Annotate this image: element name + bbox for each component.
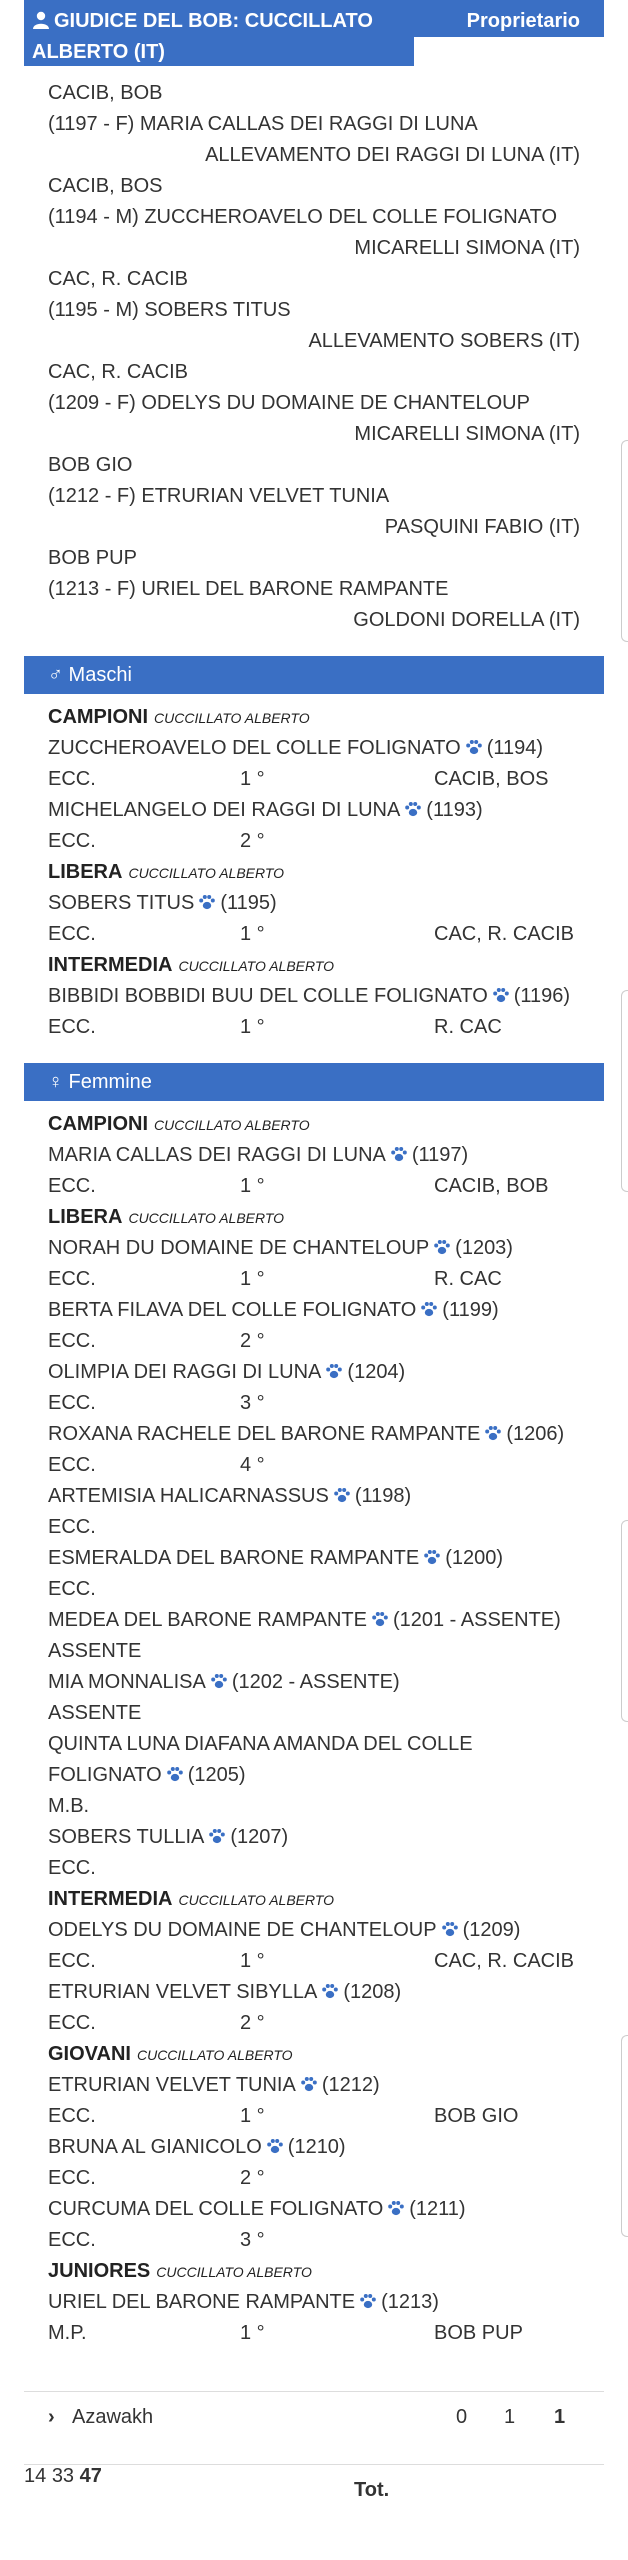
judge-entries <box>24 66 604 636</box>
dog-result-row <box>24 1791 604 1822</box>
paw-icon <box>387 2199 405 2217</box>
class-header <box>24 2039 604 2070</box>
judge-award: CACIB, BOS <box>48 175 163 197</box>
dog-name-line[interactable] <box>24 1760 604 1791</box>
paw-icon <box>390 1145 408 1163</box>
dog-placement: 3 ° <box>240 1392 265 1414</box>
dog-placement: 1 ° <box>240 2105 265 2127</box>
paw-icon <box>420 1300 438 1318</box>
paw-icon <box>266 2137 284 2155</box>
results-panel <box>24 0 604 2517</box>
dog-award: CAC, R. CACIB <box>434 923 575 945</box>
paw-icon <box>208 1827 226 1845</box>
males-section-header: ♂ Maschi <box>24 656 604 694</box>
class-judge: CUCCILLATO ALBERTO <box>128 1210 285 1226</box>
dog-award: CAC, R. CACIB <box>434 1950 575 1972</box>
dog-qualification: ECC. <box>48 768 96 790</box>
dog-name[interactable]: QUINTA LUNA DIAFANA AMANDA DEL COLLE <box>48 1733 473 1755</box>
dog-placement: 2 ° <box>240 2012 265 2034</box>
class-name: LIBERA <box>48 1206 123 1228</box>
judge-title <box>32 6 422 68</box>
dog-number: (1202 - ASSENTE) <box>231 1671 400 1693</box>
judge-dog: (1194 - M) ZUCCHEROAVELO DEL COLLE FOLIGNATO <box>48 206 558 228</box>
dog-placement: 4 ° <box>240 1454 265 1476</box>
dog-result-row <box>24 2008 604 2039</box>
dog-name[interactable]: SOBERS TULLIA <box>48 1826 205 1848</box>
judge-award: CAC, R. CACIB <box>48 268 189 290</box>
dog-number: (1205) <box>187 1764 246 1786</box>
judge-dog: (1195 - M) SOBERS TITUS <box>48 299 291 321</box>
dog-result-row <box>24 1450 604 1481</box>
dog-qualification: ECC. <box>48 1175 96 1197</box>
dog-name[interactable]: SOBERS TITUS <box>48 892 195 914</box>
dog-name[interactable]: MARIA CALLAS DEI RAGGI DI LUNA <box>48 1144 386 1166</box>
dog-name[interactable]: MIA MONNALISA <box>48 1671 206 1693</box>
class-judge: CUCCILLATO ALBERTO <box>136 2047 293 2063</box>
dog-number: (1209) <box>462 1919 521 1941</box>
dog-name[interactable]: BIBBIDI BOBBIDI BUU DEL COLLE FOLIGNATO <box>48 985 488 1007</box>
dog-number: (1203) <box>455 1237 513 1259</box>
dog-qualification: M.B. <box>48 1795 90 1817</box>
dog-number: (1200) <box>445 1547 504 1569</box>
dog-name-line[interactable] <box>24 2132 604 2163</box>
dog-name-line[interactable] <box>24 1481 604 1512</box>
breed-name: Azawakh <box>72 2406 154 2428</box>
dog-number: (1194) <box>486 737 544 759</box>
class-name: INTERMEDIA <box>48 954 173 976</box>
judge-title-text: GIUDICE DEL BOB: CUCCILLATO ALBERTO (IT) <box>32 10 373 63</box>
paw-icon <box>198 893 216 911</box>
breed-summary-row[interactable] <box>24 2391 604 2444</box>
class-header <box>24 2256 604 2287</box>
judge-owner: ALLEVAMENTO SOBERS (IT) <box>308 330 580 352</box>
dog-name-line[interactable] <box>24 1357 604 1388</box>
paw-icon <box>404 800 422 818</box>
dog-name-line[interactable] <box>24 1419 604 1450</box>
judge-owner: ALLEVAMENTO DEI RAGGI DI LUNA (IT) <box>205 144 580 166</box>
paw-icon <box>359 2292 377 2310</box>
judge-header <box>24 0 604 66</box>
class-header <box>24 1109 604 1140</box>
dog-name[interactable]: OLIMPIA DEI RAGGI DI LUNA <box>48 1361 322 1383</box>
dog-award: BOB PUP <box>434 2322 523 2344</box>
dog-qualification: ECC. <box>48 2229 96 2251</box>
dog-name[interactable]: ETRURIAN VELVET TUNIA <box>48 2074 296 2096</box>
chevron-right-icon: › <box>48 2406 55 2428</box>
males-list <box>24 694 604 1043</box>
dog-name-line[interactable] <box>24 1822 604 1853</box>
dog-result-row <box>24 1853 604 1884</box>
dog-number: (1211) <box>409 2198 466 2220</box>
class-header <box>24 702 604 733</box>
dog-result-row <box>24 1574 604 1605</box>
dog-placement: 1 ° <box>240 2322 265 2344</box>
class-header <box>24 1884 604 1915</box>
dog-placement: 2 ° <box>240 830 265 852</box>
dog-name[interactable]: URIEL DEL BARONE RAMPANTE <box>48 2291 356 2313</box>
dog-name-line[interactable] <box>24 1233 604 1264</box>
dog-number: (1199) <box>442 1299 499 1321</box>
dog-name-cont[interactable]: FOLIGNATO <box>48 1764 162 1786</box>
judge-owner: MICARELLI SIMONA (IT) <box>354 423 580 445</box>
dog-result-row <box>24 1698 604 1729</box>
dog-placement: 1 ° <box>240 923 265 945</box>
dog-number: (1204) <box>347 1361 406 1383</box>
dog-qualification: ECC. <box>48 2167 96 2189</box>
paw-icon <box>325 1362 343 1380</box>
dog-placement: 1 ° <box>240 1016 265 1038</box>
paw-icon <box>465 738 483 756</box>
dog-result-row <box>24 1636 604 1667</box>
total-count-1: 14 <box>24 2465 47 2487</box>
class-header <box>24 1202 604 1233</box>
dog-qualification: ECC. <box>48 1516 96 1538</box>
dog-award: R. CAC <box>434 1016 502 1038</box>
dog-placement: 1 ° <box>240 1268 265 1290</box>
dog-placement: 2 ° <box>240 2167 265 2189</box>
judge-award: CAC, R. CACIB <box>48 361 189 383</box>
dog-name[interactable]: BRUNA AL GIANICOLO <box>48 2136 262 2158</box>
owner-column-label: Proprietario <box>466 10 580 32</box>
dog-result-row <box>24 2318 604 2349</box>
paw-icon <box>441 1920 459 1938</box>
dog-qualification: ECC. <box>48 830 96 852</box>
paw-icon <box>492 986 510 1004</box>
dog-number: (1213) <box>381 2291 439 2313</box>
dog-name[interactable]: BERTA FILAVA DEL COLLE FOLIGNATO <box>48 1299 417 1321</box>
dog-placement: 1 ° <box>240 768 265 790</box>
dog-qualification: ECC. <box>48 1268 96 1290</box>
dog-placement: 3 ° <box>240 2229 265 2251</box>
dog-qualification: ECC. <box>48 2012 96 2034</box>
dog-result-row <box>24 1512 604 1543</box>
dog-result-row <box>24 1946 604 1977</box>
dog-name[interactable]: ZUCCHEROAVELO DEL COLLE FOLIGNATO <box>48 737 461 759</box>
dog-result-row <box>24 826 604 857</box>
dog-qualification: ECC. <box>48 923 96 945</box>
dog-name-line[interactable] <box>24 1140 604 1171</box>
judge-dog: (1197 - F) MARIA CALLAS DEI RAGGI DI LUNA <box>48 113 478 135</box>
dog-result-row <box>24 1326 604 1357</box>
dog-name-line[interactable] <box>24 2194 604 2225</box>
females-list <box>24 1101 604 2349</box>
dog-result-row <box>24 2225 604 2256</box>
paw-icon <box>371 1610 389 1628</box>
dog-name-line[interactable] <box>24 2287 604 2318</box>
scroll-edge-marker <box>621 440 628 642</box>
judge-owner: PASQUINI FABIO (IT) <box>384 516 580 538</box>
dog-name-line[interactable] <box>24 1605 604 1636</box>
class-name: LIBERA <box>48 861 123 883</box>
dog-result-row <box>24 1264 604 1295</box>
dog-name-line[interactable] <box>24 1295 604 1326</box>
total-count-3: 47 <box>79 2465 102 2487</box>
dog-name-line[interactable] <box>24 1977 604 2008</box>
dog-name-line[interactable] <box>24 795 604 826</box>
dog-qualification: ECC. <box>48 1330 96 1352</box>
dog-award: CACIB, BOS <box>434 768 549 790</box>
judge-dog: (1213 - F) URIEL DEL BARONE RAMPANTE <box>48 578 449 600</box>
dog-name[interactable]: ROXANA RACHELE DEL BARONE RAMPANTE <box>48 1423 481 1445</box>
class-name: JUNIORES <box>48 2260 151 2282</box>
dog-name-line[interactable] <box>24 1667 604 1698</box>
dog-name[interactable]: ARTEMISIA HALICARNASSUS <box>48 1485 329 1507</box>
class-header <box>24 857 604 888</box>
dog-name-line[interactable] <box>24 1729 604 1760</box>
dog-qualification: ECC. <box>48 2105 96 2127</box>
dog-result-row <box>24 1388 604 1419</box>
paw-icon <box>333 1486 351 1504</box>
paw-icon <box>433 1238 451 1256</box>
class-header <box>24 950 604 981</box>
paw-icon <box>321 1982 339 2000</box>
judge-owner: GOLDONI DORELLA (IT) <box>353 609 580 631</box>
dog-result-row <box>24 2163 604 2194</box>
paw-icon <box>423 1548 441 1566</box>
user-icon <box>32 11 50 29</box>
dog-award: CACIB, BOB <box>434 1175 549 1197</box>
class-name: INTERMEDIA <box>48 1888 173 1910</box>
class-judge: CUCCILLATO ALBERTO <box>154 710 310 726</box>
dog-name-line[interactable] <box>24 1915 604 1946</box>
paw-icon <box>166 1765 184 1783</box>
class-judge: CUCCILLATO ALBERTO <box>154 1117 310 1133</box>
class-name: GIOVANI <box>48 2043 131 2065</box>
dog-number: (1206) <box>506 1423 565 1445</box>
breed-count-3: 1 <box>554 2406 566 2428</box>
dog-qualification: ASSENTE <box>48 1640 142 1662</box>
dog-number: (1193) <box>426 799 483 821</box>
dog-result-row <box>24 1012 604 1043</box>
dog-name[interactable]: MICHELANGELO DEI RAGGI DI LUNA <box>48 799 401 821</box>
dog-name[interactable]: CURCUMA DEL COLLE FOLIGNATO <box>48 2198 384 2220</box>
judge-award: BOB PUP <box>48 547 137 569</box>
dog-number: (1196) <box>513 985 571 1007</box>
dog-qualification: ECC. <box>48 1016 96 1038</box>
paw-icon <box>484 1424 502 1442</box>
dog-number: (1212) <box>321 2074 380 2096</box>
scroll-edge-marker <box>621 1520 628 1722</box>
class-judge: CUCCILLATO ALBERTO <box>128 865 285 881</box>
dog-result-row <box>24 764 604 795</box>
dog-name[interactable]: NORAH DU DOMAINE DE CHANTELOUP <box>48 1237 430 1259</box>
total-label: Tot. <box>354 2479 390 2501</box>
dog-qualification: ECC. <box>48 1454 96 1476</box>
paw-icon <box>300 2075 318 2093</box>
dog-number: (1195) <box>220 892 277 914</box>
scroll-edge-marker <box>621 990 628 1192</box>
scroll-edge-marker <box>621 2035 628 2237</box>
dog-number: (1201 - ASSENTE) <box>392 1609 561 1631</box>
judge-dog: (1209 - F) ODELYS DU DOMAINE DE CHANTELOUP <box>48 392 530 414</box>
dog-qualification: ECC. <box>48 1392 96 1414</box>
dog-number: (1210) <box>287 2136 346 2158</box>
total-count-2: 33 <box>51 2465 75 2487</box>
class-judge: CUCCILLATO ALBERTO <box>178 958 335 974</box>
dog-name-line[interactable] <box>24 1543 604 1574</box>
class-name: CAMPIONI <box>48 1113 148 1135</box>
paw-icon <box>210 1672 228 1690</box>
judge-award: CACIB, BOB <box>48 82 163 104</box>
dog-result-row <box>24 2101 604 2132</box>
dog-name-line[interactable] <box>24 2070 604 2101</box>
dog-number: (1197) <box>411 1144 469 1166</box>
judge-award: BOB GIO <box>48 454 133 476</box>
dog-qualification: ECC. <box>48 1578 96 1600</box>
dog-placement: 1 ° <box>240 1950 265 1972</box>
dog-result-row <box>24 919 604 950</box>
females-section-header: ♀ Femmine <box>24 1063 604 1101</box>
dog-placement: 2 ° <box>240 1330 265 1352</box>
dog-name-line[interactable] <box>24 981 604 1012</box>
class-name: CAMPIONI <box>48 706 148 728</box>
dog-result-row <box>24 1171 604 1202</box>
dog-number: (1198) <box>354 1485 412 1507</box>
dog-number: (1208) <box>343 1981 402 2003</box>
dog-name[interactable]: MEDEA DEL BARONE RAMPANTE <box>48 1609 367 1631</box>
dog-name[interactable]: ETRURIAN VELVET SIBYLLA <box>48 1981 318 2003</box>
class-judge: CUCCILLATO ALBERTO <box>178 1892 335 1908</box>
dog-qualification: M.P. <box>48 2322 87 2344</box>
dog-qualification: ASSENTE <box>48 1702 142 1724</box>
dog-award: R. CAC <box>434 1268 502 1290</box>
judge-owner: MICARELLI SIMONA (IT) <box>354 237 580 259</box>
class-judge: CUCCILLATO ALBERTO <box>156 2264 312 2280</box>
dog-number: (1207) <box>230 1826 289 1848</box>
dog-name[interactable]: ESMERALDA DEL BARONE RAMPANTE <box>48 1547 420 1569</box>
dog-placement: 1 ° <box>240 1175 265 1197</box>
dog-name-line[interactable] <box>24 733 604 764</box>
breed-count-2: 1 <box>504 2406 516 2428</box>
breed-count-1: 0 <box>456 2406 468 2428</box>
total-row <box>24 2464 604 2517</box>
dog-name[interactable]: ODELYS DU DOMAINE DE CHANTELOUP <box>48 1919 437 1941</box>
dog-name-line[interactable] <box>24 888 604 919</box>
dog-qualification: ECC. <box>48 1950 96 1972</box>
dog-award: BOB GIO <box>434 2105 519 2127</box>
judge-dog: (1212 - F) ETRURIAN VELVET TUNIA <box>48 485 390 507</box>
dog-qualification: ECC. <box>48 1857 96 1879</box>
